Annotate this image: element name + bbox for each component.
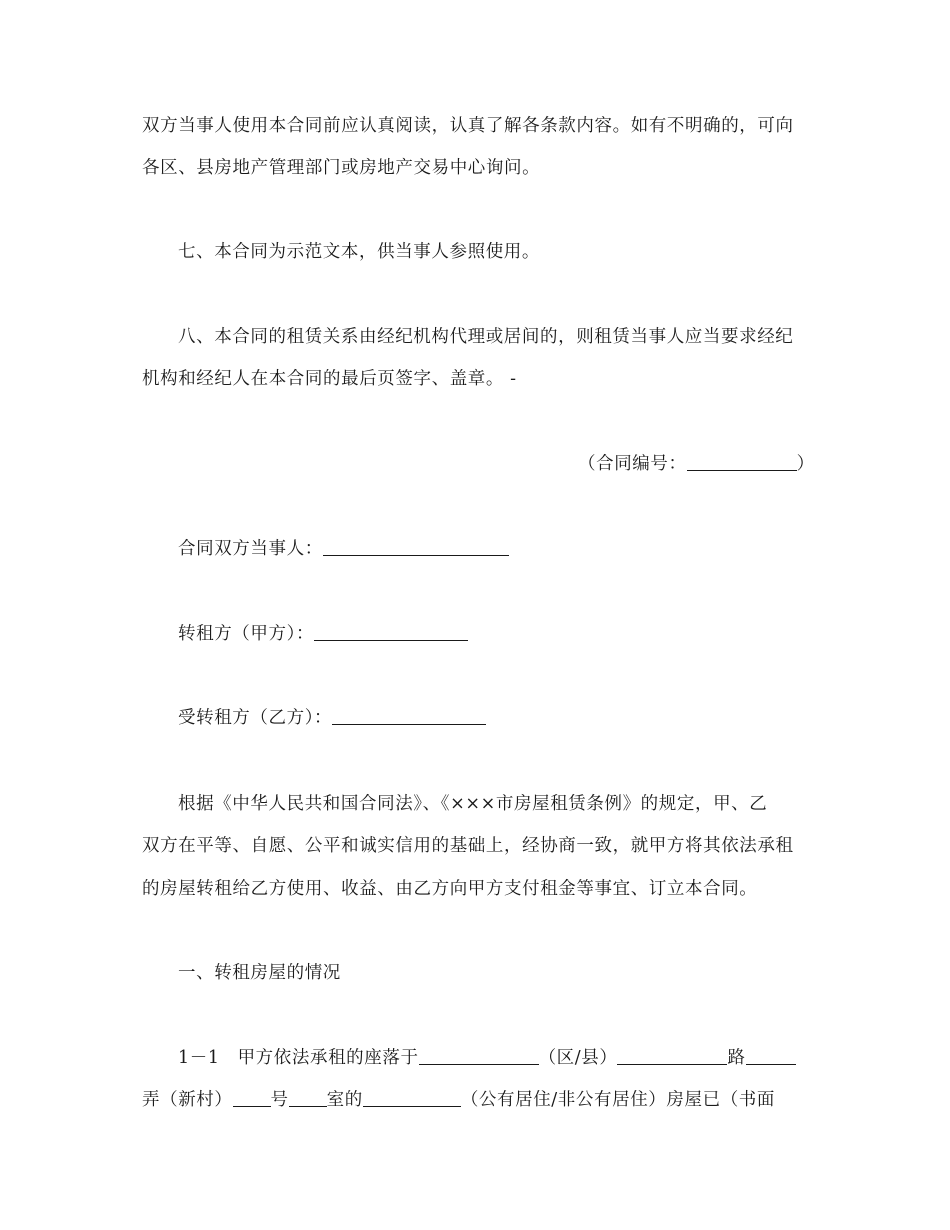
clause-1-1-text-a: 甲方依法承租的座落于: [237, 1048, 419, 1068]
basis-line-2: 双方在平等、自愿、公平和诚实信用的基础上，经协商一致，就甲方将其依法承租: [142, 836, 794, 856]
sublessor-label: 转租方（甲方）：: [178, 624, 315, 644]
room-blank[interactable]: [289, 1090, 327, 1107]
clause-1-1-text-b: （区/县）: [538, 1048, 618, 1068]
parties-label: 合同双方当事人：: [178, 539, 323, 559]
sublessee-line: [178, 706, 486, 730]
sublessor-blank[interactable]: [314, 624, 468, 641]
contract-number-close: ）: [796, 454, 815, 474]
clause-1-1-text-c: 路: [727, 1048, 746, 1068]
section-one-title: 一、转租房屋的情况: [178, 963, 341, 983]
clause-1-1-text-f: 室的: [326, 1090, 363, 1110]
intro-line-1: 双方当事人使用本合同前应认真阅读，认真了解各条款内容。如有不明确的，可向: [142, 116, 794, 136]
parties-line: [178, 537, 509, 561]
contract-number-label: （合同编号：: [578, 454, 687, 474]
clause-1-1-line-2: [142, 1088, 775, 1112]
sublessee-blank[interactable]: [332, 708, 486, 725]
parties-blank[interactable]: [323, 539, 509, 556]
clause-1-1-text-g: （公有居住/非公有居住）房屋已（书面: [460, 1090, 776, 1110]
number-blank[interactable]: [233, 1090, 271, 1107]
clause-1-1-text-e: 号: [270, 1090, 289, 1110]
property-type-blank[interactable]: [363, 1090, 461, 1107]
basis-line-3: 的房屋转租给乙方使用、收益、由乙方向甲方支付租金等事宜、订立本合同。: [142, 879, 758, 899]
clause-seven: 七、本合同为示范文本，供当事人参照使用。: [178, 242, 540, 262]
clause-number: 1－1: [178, 1048, 220, 1068]
road-blank[interactable]: [617, 1048, 727, 1065]
district-blank[interactable]: [419, 1048, 539, 1065]
basis-line-1: 根据《中华人民共和国合同法》、《×××市房屋租赁条例》的规定，甲、乙: [178, 794, 768, 814]
intro-line-2: 各区、县房地产管理部门或房地产交易中心询问。: [142, 158, 541, 178]
clause-1-1-line-1: [178, 1046, 796, 1070]
clause-eight-line-2: 机构和经纪人在本合同的最后页签字、盖章。 -: [142, 369, 517, 389]
clause-1-1-text-d: 弄（新村）: [142, 1090, 233, 1110]
clause-eight-line-1: 八、本合同的租赁关系由经纪机构代理或居间的，则租赁当事人应当要求经纪: [178, 327, 794, 347]
lane-blank[interactable]: [746, 1048, 796, 1065]
contract-number-blank[interactable]: [687, 454, 797, 471]
sublessor-line: [178, 622, 468, 646]
contract-number: [578, 452, 815, 476]
sublessee-label: 受转租方（乙方）：: [178, 708, 333, 728]
